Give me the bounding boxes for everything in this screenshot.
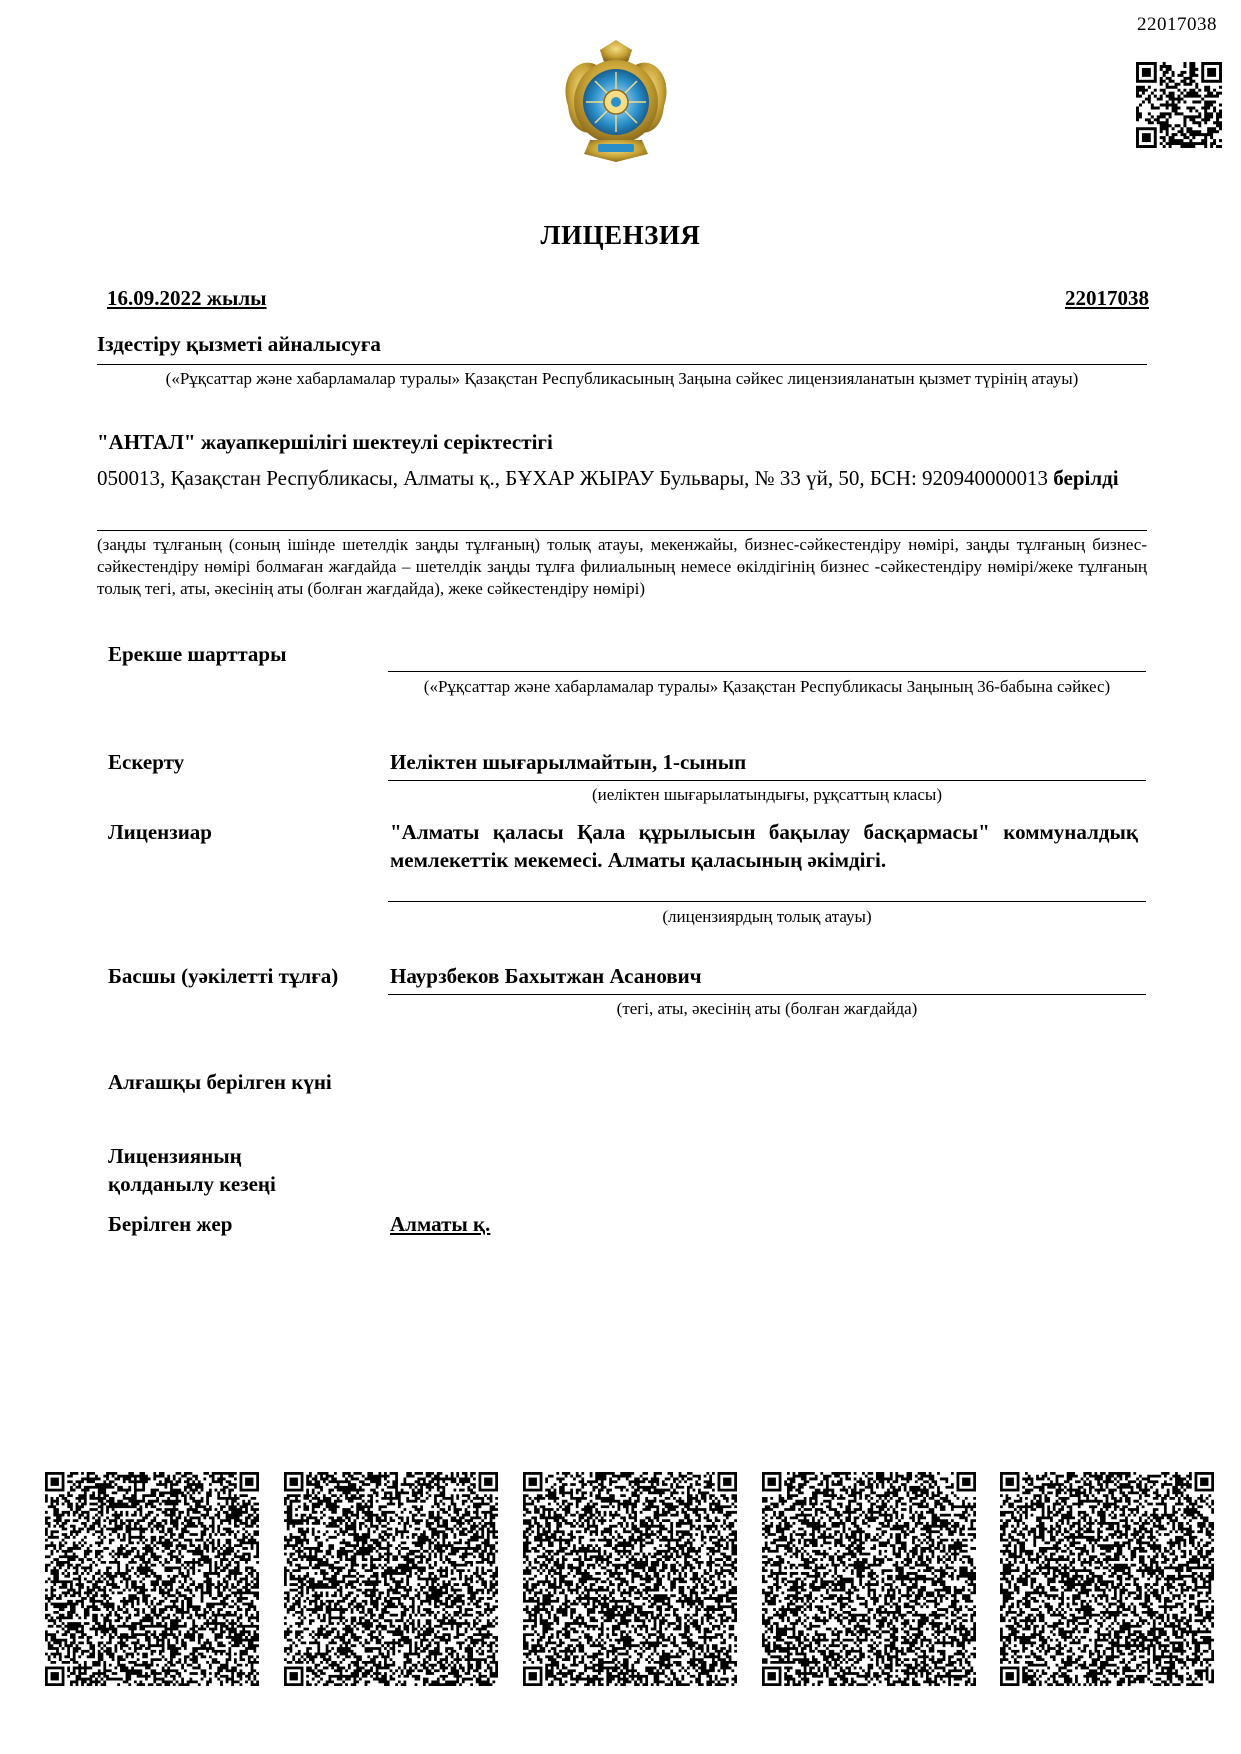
- licensee-address-block: [97, 464, 1147, 492]
- licensee-underline: [97, 530, 1147, 531]
- qr-code-2: [284, 1472, 498, 1686]
- licensor-label: Лицензиар: [108, 820, 212, 844]
- head-label: Басшы (уәкілетті тұлға): [108, 964, 339, 988]
- special-conditions-label: Ерекше шарттары: [108, 642, 287, 666]
- licensee-note: (заңды тұлғаның (соның ішінде шетелдік заңды тұлғаның) толық атауы, мекенжайы, бизнес-сәйкестендіру нөмірі, заңды тұлғаның бизнес-сәйкестендіру нөмірі болмаған жағдайда – шетелдік заңды тұлға филиалының немесе өкілдігінің бизнес -сәйкестендіру нөмірі/жеке тұлғаның толық тегі, аты, әкесінің аты (болған жағдайда), жеке сәйкестендіру нөмірі): [97, 535, 1147, 598]
- issue-date: 16.09.2022 жылы: [107, 286, 267, 310]
- activity-name: Іздестіру қызметі айналысуға: [97, 332, 381, 356]
- issued-word: берілді: [1053, 466, 1119, 490]
- remark-underline: [388, 780, 1146, 781]
- activity-note: («Рұқсаттар және хабарламалар туралы» Қазақстан Республикасының Заңына сәйкес лицензияланатын қызмет түрінің атауы): [165, 369, 1079, 388]
- remark-note: (иеліктен шығарылатындығы, рұқсаттың класы): [592, 785, 942, 804]
- qr-code-top: [1136, 62, 1222, 148]
- remark-value: Иеліктен шығарылмайтын, 1-сынып: [390, 750, 747, 774]
- qr-code-5: [1000, 1472, 1214, 1686]
- qr-code-3: [523, 1472, 737, 1686]
- validity-label: Лицензияның қолданылу кезеңі: [108, 1144, 276, 1196]
- license-number: 22017038: [1065, 286, 1149, 310]
- document-title: ЛИЦЕНЗИЯ: [540, 220, 701, 250]
- licensee-name: "АНТАЛ" жауапкершілігі шектеулі серіктестігі: [97, 430, 553, 454]
- state-emblem-icon: [550, 36, 682, 168]
- qr-code-4: [762, 1472, 976, 1686]
- head-value: Наурзбеков Бахытжан Асанович: [390, 964, 702, 988]
- activity-underline: [97, 364, 1147, 365]
- qr-code-1: [45, 1472, 259, 1686]
- place-value: Алматы қ.: [390, 1212, 491, 1236]
- place-label: Берілген жер: [108, 1212, 233, 1236]
- corner-document-number: 22017038: [1137, 14, 1217, 35]
- special-conditions-note: («Рұқсаттар және хабарламалар туралы» Қазақстан Республикасы Заңының 36-бабына сәйкес): [423, 677, 1111, 696]
- licensor-value: "Алматы қаласы Қала құрылысын бақылау басқармасы" коммуналдық мемлекеттік мекемесі. Алматы қаласының әкімдігі.: [390, 820, 1138, 872]
- licensee-address: 050013, Қазақстан Республикасы, Алматы қ., БҰХАР ЖЫРАУ Бульвары, № 33 үй, 50, БСН: 920940000013: [97, 466, 1049, 490]
- head-underline: [388, 994, 1146, 995]
- head-note: (тегі, аты, әкесінің аты (болған жағдайда): [616, 999, 918, 1018]
- special-conditions-underline: [388, 671, 1146, 672]
- remark-label: Ескерту: [108, 750, 185, 774]
- first-issue-date-label: Алғашқы берілген күні: [108, 1070, 332, 1094]
- licensor-note: (лицензиярдың толық атауы): [662, 907, 872, 926]
- licensor-underline: [388, 901, 1146, 902]
